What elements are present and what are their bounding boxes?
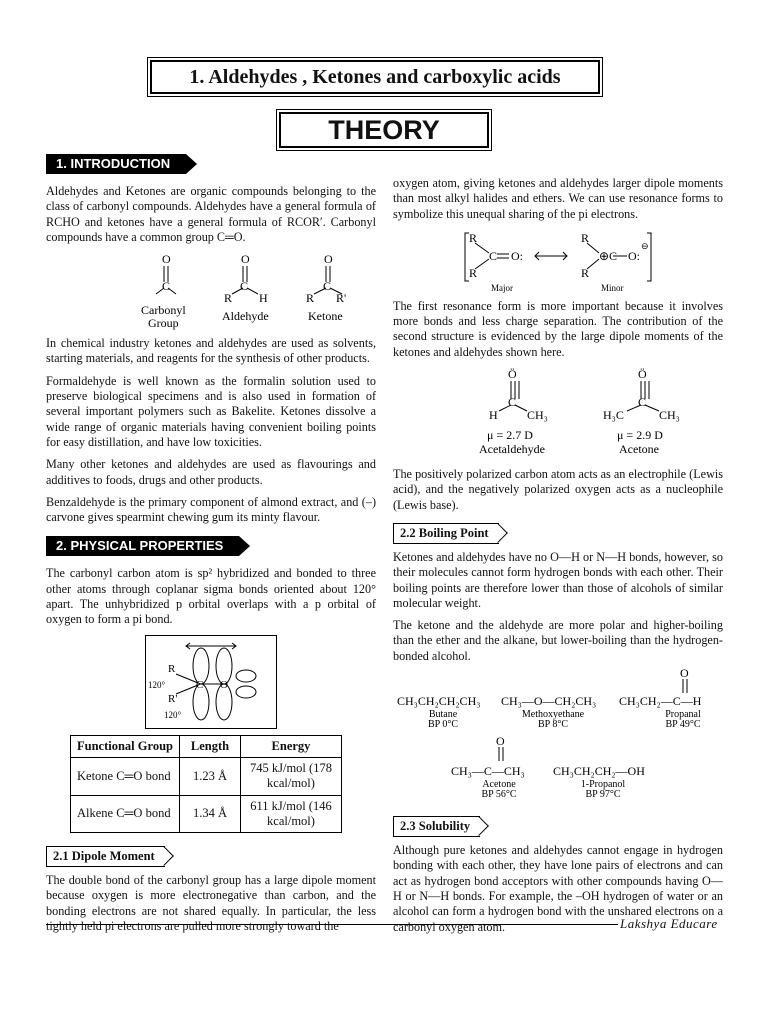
intro-paragraph-3: Formaldehyde is well known as the formalin solution used to preserve biological specimens and is also used in formation of several important polymers such as Bakelite. Ketones dissolve a wide range of organic materials having convenient boiling points for easy distillation, and have low toxicities. — [46, 373, 376, 449]
mu-acetaldehyde: μ = 2.7 D — [487, 428, 533, 443]
theory-heading — [279, 112, 489, 148]
svg-text:R': R' — [336, 291, 347, 306]
chapter-title-text: 1. Aldehydes , Ketones and carboxylic acids — [189, 65, 561, 88]
svg-text:R: R — [469, 265, 478, 280]
table-cell: Alkene C═O bond — [71, 795, 180, 833]
svg-text:O: O — [324, 252, 333, 267]
svg-text:R': R' — [168, 692, 178, 705]
table-cell: 1.23 Å — [179, 757, 240, 795]
svg-text:CH₃CH₂CH₂—OH: CH₃CH₂CH₂—OH — [553, 764, 645, 779]
svg-text:120°: 120° — [148, 679, 166, 690]
svg-text:⊖: ⊖ — [641, 240, 649, 251]
physical-paragraph-1: The carbonyl carbon atom is sp² hybridized and bonded to three other atoms through coplanar sigma bonds oriented about 120° apart. The unhybridized p orbital overlaps with a p orbital of oxygen to form a pi bond. — [46, 566, 376, 627]
svg-text:C: C — [638, 395, 647, 410]
svg-text:H: H — [259, 291, 268, 306]
svg-text:O: O — [162, 252, 171, 267]
compound-bp: BP 49°C — [665, 719, 701, 731]
dipole-moment-banner: 2.1 Dipole Moment — [46, 846, 165, 867]
compound-bp: BP 8°C — [537, 719, 569, 731]
dipole-paragraph-4: The positively polarized carbon atom acts as an electrophile (Lewis acid), and the negatively polarized oxygen acts as a nucleophile (Lewis base). — [393, 467, 723, 512]
footer-rule — [46, 924, 618, 925]
table-cell: 745 kJ/mol (178 kcal/mol) — [240, 757, 341, 795]
name-acetone: Acetone — [619, 442, 659, 457]
svg-text:O: O — [680, 666, 689, 681]
label-minor: Minor — [601, 282, 624, 293]
svg-text:O: O — [241, 252, 250, 267]
svg-text:CH₃CH₂—C—H: CH₃CH₂—C—H — [619, 694, 702, 709]
theory-heading-text: THEORY — [328, 114, 440, 145]
right-column — [393, 176, 723, 942]
compound-name: 1-Propanol — [580, 779, 626, 791]
label-ketone: Ketone — [308, 309, 343, 324]
boiling-paragraph-2: The ketone and the aldehyde are more polar and higher-boiling than the ether and the alkane, but lower-boiling than the hydrogen-bonded alcohol. — [393, 618, 723, 663]
label-aldehyde: Aldehyde — [222, 309, 269, 324]
svg-text:R: R — [469, 230, 478, 245]
footer-publisher: Lakshya Educare — [620, 916, 718, 931]
intro-paragraph-2: In chemical industry ketones and aldehydes are used as solvents, starting materials, and reagents for the synthesis of other products. — [46, 336, 376, 366]
intro-paragraph-5: Benzaldehyde is the primary component of almond extract, and (–) carvone gives spearmint chewing gum its minty flavour. — [46, 494, 376, 525]
svg-text:O:: O: — [628, 248, 640, 263]
solubility-paragraph-1: Although pure ketones and aldehydes cannot engage in hydrogen bonding with each other, they have lone pairs of electrons and can act as hydrogen bond acceptors with other compounds having O—H or N—H bonds. For example, the –OH hydrogen of water or an alcohol can form a hydrogen bond with the unshared electrons on a carbonyl oxygen atom. — [393, 843, 723, 934]
dipole-paragraph-1: The double bond of the carbonyl group has a large dipole moment because oxygen is more electronegative than carbon, and the bonding electrons are not shared equally. In particular, the less tightly held pi electrons are pulled more strongly toward the — [46, 873, 376, 934]
solubility-banner: 2.3 Solubility — [393, 816, 480, 837]
svg-text:C: C — [323, 279, 332, 294]
svg-text:R: R — [581, 230, 590, 245]
boiling-point-compounds-diagram — [393, 666, 723, 807]
dipole-moments-diagram — [433, 367, 683, 461]
dipole-paragraph-2: oxygen atom, giving ketones and aldehydes larger dipole moments than most alkyl halides and ethers. We can use resonance forms to symbolize this unequal sharing of the pi electrons. — [393, 176, 723, 221]
svg-text:O:: O: — [511, 248, 523, 263]
pi-orbital-diagram — [145, 635, 277, 729]
table-header: Length — [179, 735, 240, 757]
label-carbonyl-group: Carbonyl Group — [141, 303, 186, 331]
svg-text:R: R — [168, 662, 176, 675]
svg-text:C: C — [196, 678, 204, 691]
introduction-banner: 1. INTRODUCTION — [46, 154, 186, 174]
chapter-title — [150, 60, 600, 94]
compound-name: Propanal — [665, 709, 701, 721]
table-header: Functional Group — [71, 735, 180, 757]
dipole-paragraph-3: The first resonance form is more important because it involves more bonds and less charge separation. The contribution of the second structure is evidenced by the large dipole moments of the ketones and aldehydes shown here. — [393, 298, 723, 359]
resonance-diagram — [463, 229, 653, 293]
svg-text:H₃C: H₃C — [603, 408, 624, 423]
table-cell: 611 kJ/mol (146 kcal/mol) — [240, 795, 341, 833]
intro-paragraph-1: Aldehydes and Ketones are organic compounds belonging to the class of carbonyl compounds. Aldehydes have a general formula of RCHO and ketones have a general formula of RCOR′. Carbonyl compounds have a common group C═O. — [46, 184, 376, 244]
svg-text:O: O — [496, 734, 505, 749]
compound-bp: BP 97°C — [585, 789, 621, 801]
svg-text:CH₃—O—CH₂CH₃: CH₃—O—CH₂CH₃ — [501, 694, 597, 709]
svg-text:R: R — [581, 265, 590, 280]
compound-bp: BP 0°C — [427, 719, 459, 731]
table-row — [71, 757, 342, 795]
table-header: Energy — [240, 735, 341, 757]
svg-text:Ö: Ö — [638, 367, 647, 382]
svg-text:CH₃—C—CH₃: CH₃—C—CH₃ — [451, 764, 525, 779]
boiling-paragraph-1: Ketones and aldehydes have no O—H or N—H bonds, however, so their molecules cannot form hydrogen bonds with each other. Their boiling points are therefore lower than those of alcohols of similar molecular weight. — [393, 549, 723, 610]
svg-text:C: C — [489, 248, 498, 263]
carbonyl-structures-diagram — [86, 252, 347, 331]
svg-text:C: C — [240, 279, 249, 294]
label-major: Major — [491, 282, 513, 293]
svg-text:CH₃: CH₃ — [527, 408, 548, 423]
name-acetaldehyde: Acetaldehyde — [479, 442, 545, 457]
mu-acetone: μ = 2.9 D — [617, 428, 663, 443]
svg-text:⊕C: ⊕C — [599, 248, 618, 263]
svg-text:O: O — [220, 678, 228, 691]
compound-name: Butane — [428, 709, 458, 721]
svg-text:R: R — [306, 291, 315, 306]
svg-text:R: R — [224, 291, 233, 306]
compound-name: Methoxyethane — [521, 709, 585, 721]
physical-properties-banner: 2. PHYSICAL PROPERTIES — [46, 536, 239, 556]
table-cell: Ketone C═O bond — [71, 757, 180, 795]
table-cell: 1.34 Å — [179, 795, 240, 833]
svg-text:120°: 120° — [164, 709, 182, 720]
svg-text:C: C — [162, 279, 171, 294]
svg-text:CH₃: CH₃ — [659, 408, 680, 423]
left-column — [46, 150, 376, 941]
svg-text:H: H — [489, 408, 498, 423]
svg-text:C: C — [508, 395, 517, 410]
intro-paragraph-4: Many other ketones and aldehydes are used as flavourings and additives to foods, drugs and other products. — [46, 457, 376, 487]
svg-text:Ö: Ö — [508, 367, 517, 382]
compound-bp: BP 56°C — [481, 789, 517, 801]
svg-text:CH₃CH₂CH₂CH₃: CH₃CH₂CH₂CH₃ — [397, 694, 481, 709]
bond-properties-table — [70, 735, 342, 833]
table-header-row — [71, 735, 342, 757]
compound-name: Acetone — [482, 779, 516, 791]
boiling-point-banner: 2.2 Boiling Point — [393, 523, 499, 544]
table-row — [71, 795, 342, 833]
